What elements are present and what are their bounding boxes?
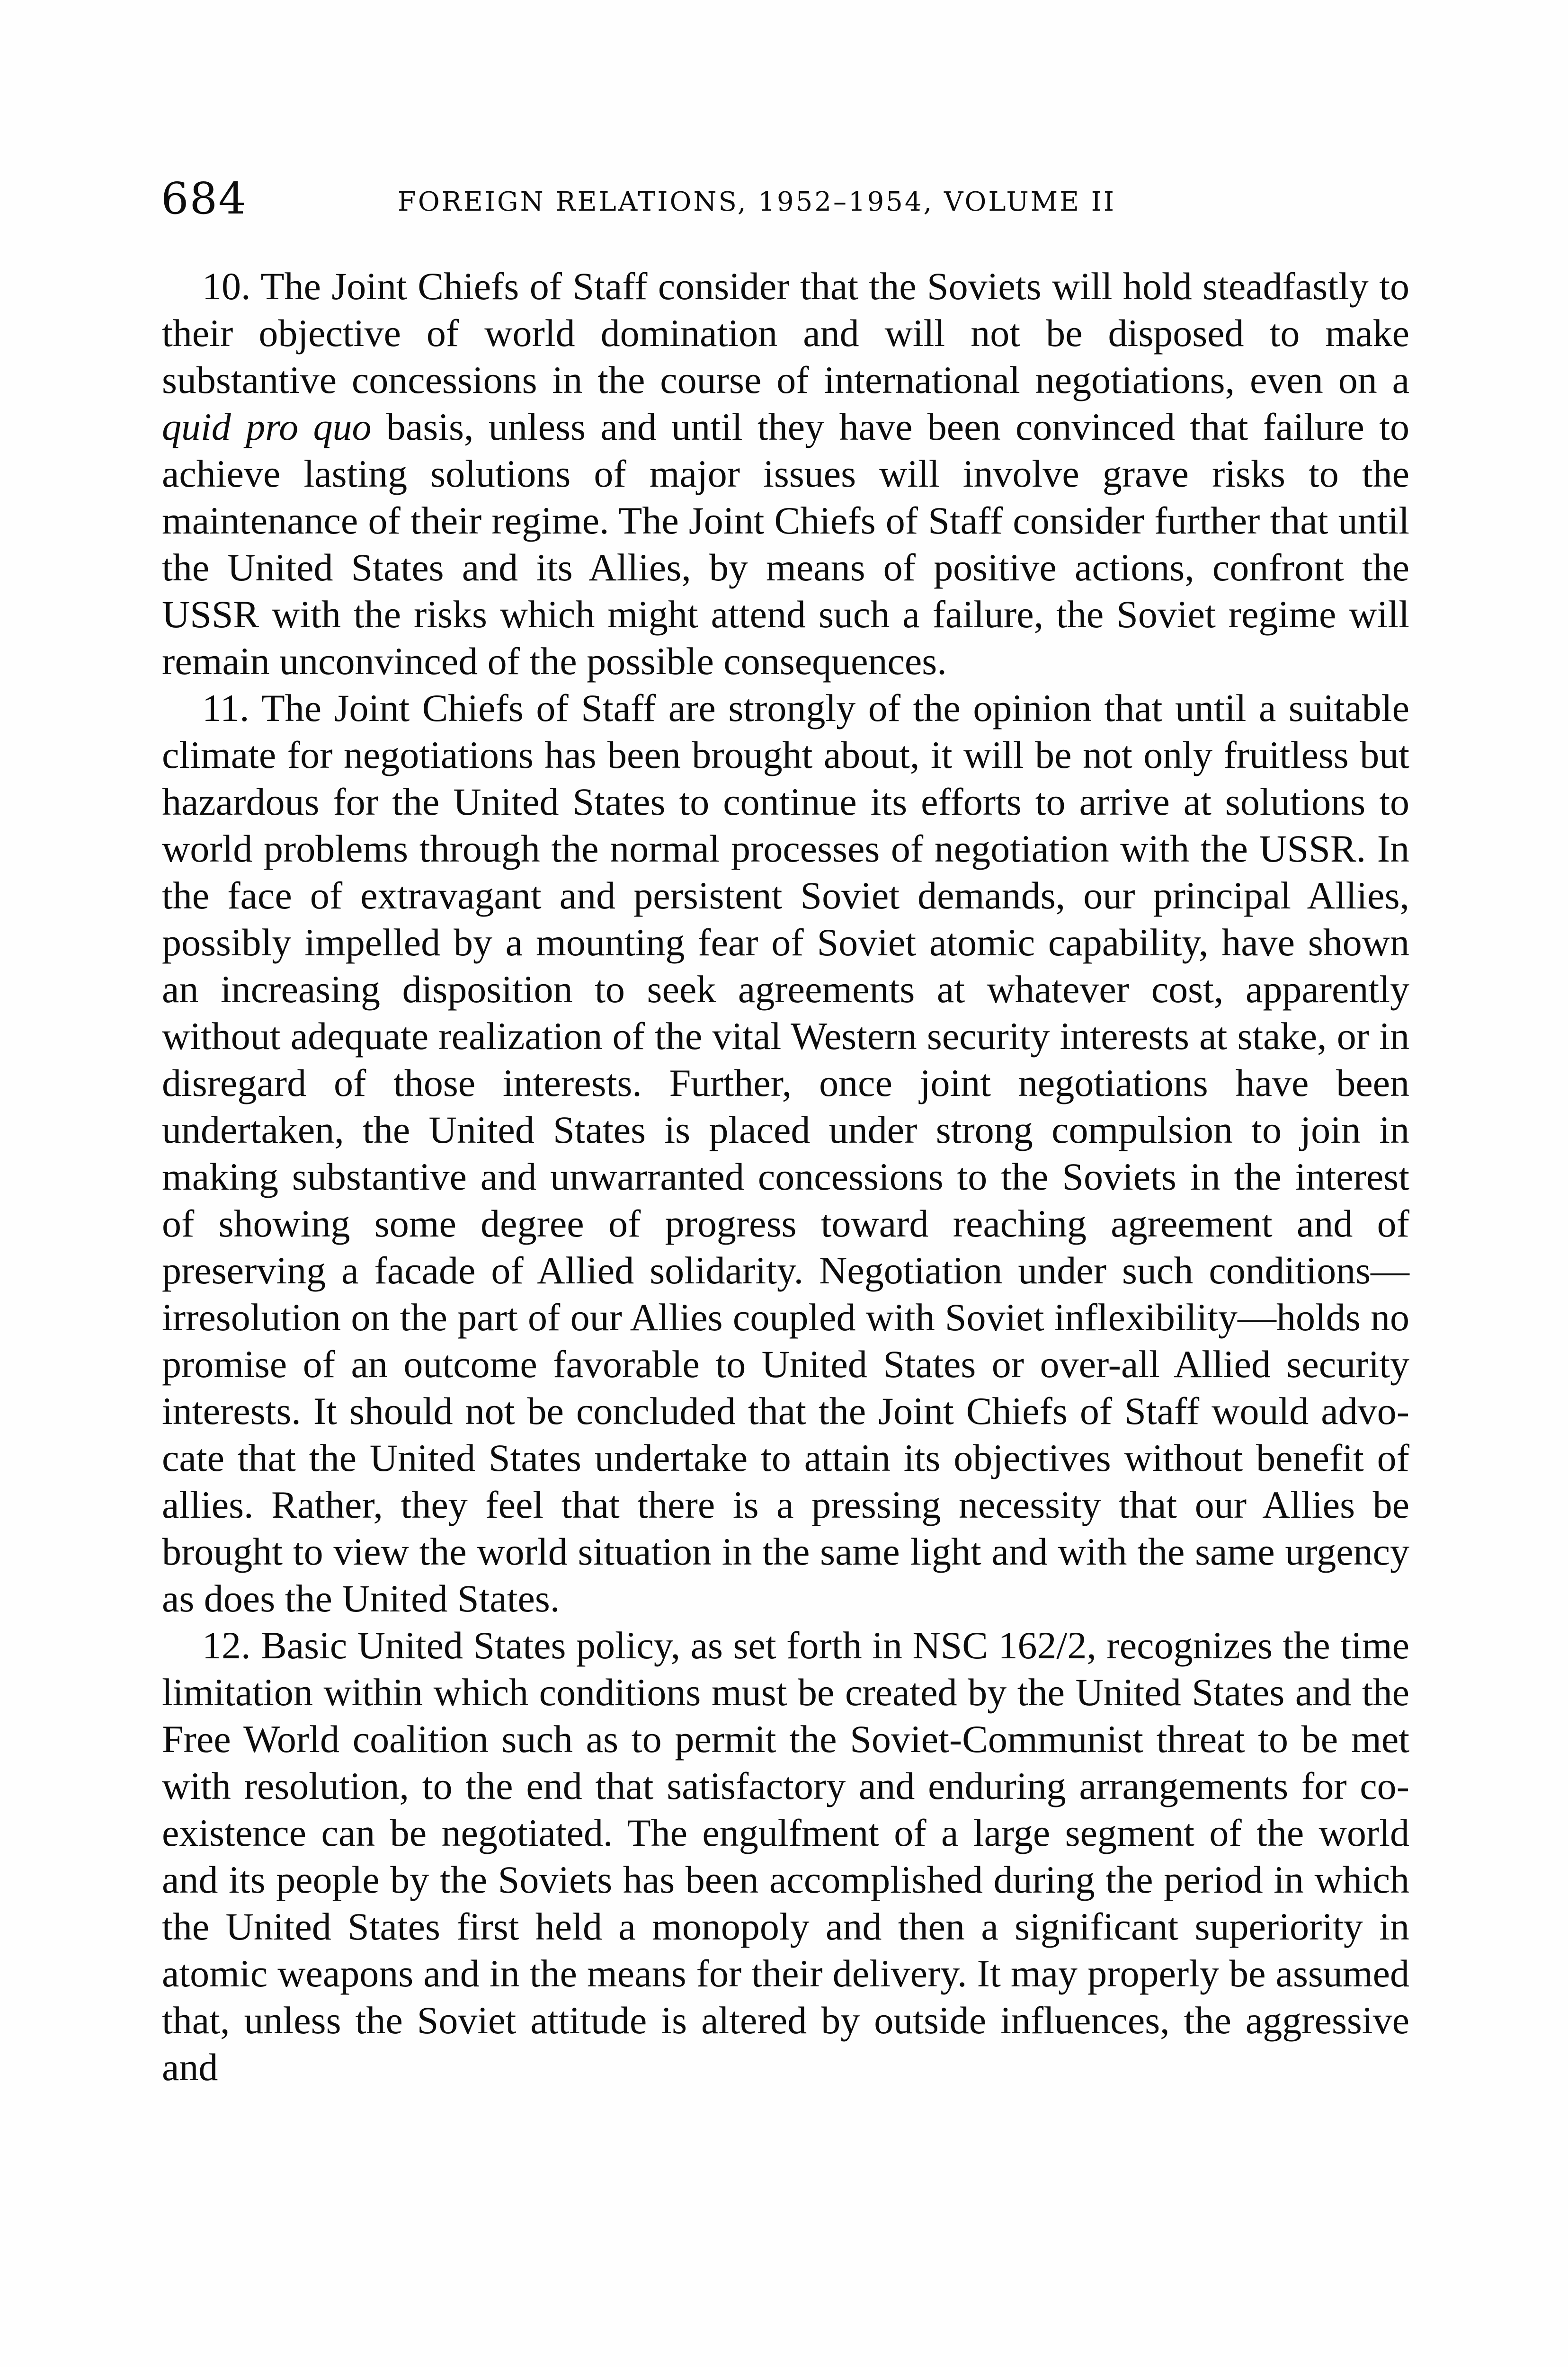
paragraph-12 [162, 1622, 1409, 2091]
running-head: FOREIGN RELATIONS, 1952–1954, VOLUME II [398, 187, 1116, 217]
page-header [161, 175, 1411, 241]
paragraph-text: The Joint Chiefs of Staff consider that the Soviets will hold steadfastly to their objective of world domination and will not be disposed to make substantive concessions in the course of international negotiations, even on a [162, 265, 1409, 401]
paragraph-10 [162, 263, 1409, 685]
paragraph-text: Basic United States policy, as set forth in NSC 162/2, recognizes the time limitation within which conditions must be created by the United States and the Free World coalition such as to permit the Soviet-Communist threat to be met with resolution, to the end that satisfactory and enduring arrangements for co-existence can be negotiated. The engulfment of a large segment of the world and its people by the Soviets has been accomplished during the period in which the United States first held a monopoly and then a significant superiority in atomic weapons and in the means for their delivery. It may properly be assumed that, unless the Soviet attitude is altered by outside influences, the aggressive and [162, 1624, 1410, 2089]
paragraph-text: The Joint Chiefs of Staff are strongly of the opinion that until a suitable climate for negotiations has been brought about, it will be not only fruitless but hazardous for the United States to continue its efforts to arrive at solutions to world problems through the normal processes of negotiation with the USSR. In the face of extravagant and persistent Soviet demands, our principal Allies, possibly impelled by a mounting fear of Soviet atomic capability, have shown an increasing disposition to seek agreements at whatever cost, apparently without adequate realization of the vital Western security interests at stake, or in disregard of those interests. Further, once joint negotiations have been undertaken, the United States is placed under strong compulsion to join in making substantive and unwarranted concessions to the Soviets in the interest of showing some degree of progress toward reaching agreement and of preserving a facade of Allied solidarity. Negotiation under such conditions—irresolution on the part of our Allies coupled with Soviet inflexibility—holds no promise of an outcome favorable to United States or over-all Allied security interests. It should not be concluded that the Joint Chiefs of Staff would advocate that the United States undertake to attain its objectives without benefit of allies. Rather, they feel that there is a pressing necessity that our Allies be brought to view the world situation in the same light and with the same urgency as does the United States. [162, 686, 1409, 1620]
paragraph-number: 12. [202, 1624, 251, 1667]
italic-phrase: quid pro quo [162, 405, 372, 448]
paragraph-text: basis, unless and until they have been convinced that failure to achieve lasting solutions of major issues will involve grave risks to the maintenance of their regime. The Joint Chiefs of Staff consider further that until the United States and its Allies, by means of positive actions, confront the USSR with the risks which might attend such a failure, the Soviet regime will remain unconvinced of the possible consequences. [162, 405, 1410, 683]
paragraph-number: 11. [202, 686, 249, 730]
page-number: 684 [161, 173, 247, 224]
body-text [162, 263, 1409, 2091]
paragraph-number: 10. [202, 265, 251, 308]
paragraph-11 [162, 685, 1409, 1622]
